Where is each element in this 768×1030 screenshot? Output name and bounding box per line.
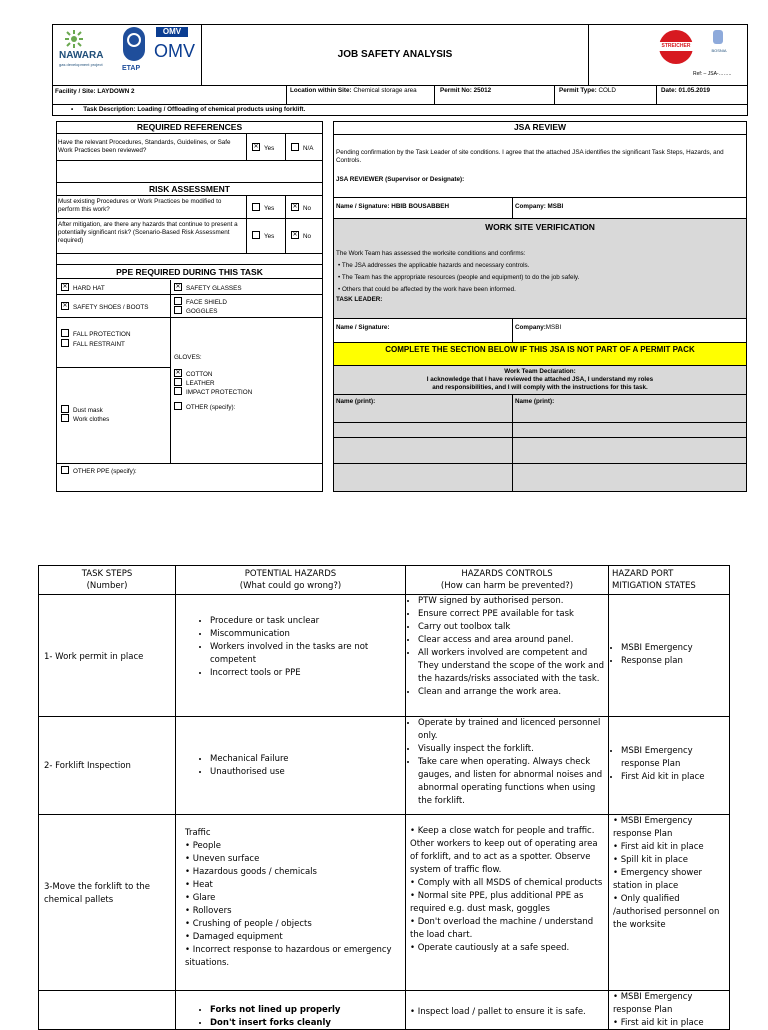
table-row-3-hazards: Traffic • People • Uneven surface • Hazardous goods / chemicals • Heat • Glare • Rollovers • Crushing of people / objects • Damaged equipment • Incorrect response to hazardous or emergency situations. (175, 814, 406, 991)
permit-type: Permit Type: COLD (554, 85, 656, 105)
table-row-4-mitigation: • MSBI Emergency response Plan • First aid kit in place (608, 990, 730, 1030)
gloves-cotton[interactable]: ✕COTTON (174, 369, 212, 379)
col-header-task-steps: TASK STEPS (Number) (38, 565, 176, 595)
table-row-1-hazards: • Procedure or task unclear • Miscommunication • Workers involved in the tasks are not competent • Incorrect tools or PPE (175, 594, 406, 717)
col-header-mitigation: HAZARD PORT MITIGATION STATES (608, 565, 730, 595)
risk-assessment-title: RISK ASSESSMENT (56, 184, 323, 196)
ppe-dust-mask[interactable]: Dust mask (61, 405, 103, 415)
verification-item: • The JSA addresses the applicable hazards and necessary controls. (338, 262, 530, 269)
verification-item: • The Team has the appropriate resources (people and equipment) to do the job safely. (338, 274, 580, 281)
reviewer-company[interactable]: Company: MSBI (515, 203, 564, 210)
location-within-site: Location within Site: Chemical storage area (286, 85, 434, 105)
permit-no: Permit No: 25012 (434, 85, 554, 105)
required-references-title: REQUIRED REFERENCES (56, 122, 323, 134)
ppe-fall-protection[interactable]: FALL PROTECTION (61, 329, 131, 339)
risk-q1-no[interactable]: ✕ No (287, 196, 323, 218)
ppe-safety-glasses[interactable]: ✕ SAFETY GLASSES (174, 283, 242, 293)
col-header-potential-hazards: POTENTIAL HAZARDS (What could go wrong?) (175, 565, 406, 595)
risk-q2-yes[interactable]: Yes (246, 219, 286, 253)
ppe-face-shield[interactable]: FACE SHIELD (174, 297, 227, 307)
etap-logo: ETAP (122, 27, 148, 77)
ppe-title: PPE REQUIRED DURING THIS TASK (56, 267, 323, 279)
jsa-review-title: JSA REVIEW (333, 122, 747, 135)
references-question: Have the relevant Procedures, Standards, Guidelines, or Safe Work Practices been reviewed? (58, 139, 231, 154)
ppe-safety-shoes[interactable]: ✕SAFETY SHOES / BOOTS (61, 302, 148, 312)
task-leader-name-signature[interactable]: Name / Signature: (336, 324, 390, 331)
gloves-leather[interactable]: LEATHER (174, 378, 215, 388)
risk-q1-yes[interactable]: Yes (246, 196, 286, 218)
table-row-3-mitigation: • MSBI Emergency response Plan • First aid kit in place • Spill kit in place • Emergency shower station in place • Only qualified /authorised personnel on the worksite (608, 814, 730, 991)
table-row-1-mitigation: • MSBI Emergency • Response plan (608, 594, 730, 717)
task-leader-label: TASK LEADER: (336, 296, 383, 303)
verification-item: • Others that could be affected by the work have been informed. (338, 286, 516, 293)
table-row-1-step: 1- Work permit in place (38, 594, 176, 717)
table-row-2-mitigation: • MSBI Emergency response Plan • First Aid kit in place (608, 716, 730, 815)
verification-intro: The Work Team has assessed the worksite conditions and confirms: (336, 250, 526, 257)
ppe-other[interactable]: OTHER PPE (specify): (61, 466, 137, 476)
table-row-1-controls: • PTW signed by authorised person. • Ensure correct PPE available for task • Carry out toolbox talk • Clear access and area around panel. • All workers involved are competent and They understand the scope of the work and the hazards/risks associated with the task. • Clean and arrange the work area. (405, 594, 609, 717)
table-row-2-controls: • Operate by trained and licenced personnel only. • Visually inspect the forklift. • Take care when operating. Always check gauges, and listen for abnormal noises and abnormal operating functions when using the forklift. (405, 716, 609, 815)
jsa-table (38, 565, 730, 1028)
risk-question-2: After mitigation, are there any hazards that continue to present a potentially significant risk? (Scenario-Based Risk Assessment required) (58, 221, 238, 244)
task-leader-company[interactable]: Company:MSBI (515, 324, 562, 331)
risk-q2-no[interactable]: ✕ No (287, 219, 323, 253)
reference: Ref: – JSA-…….. (693, 71, 732, 77)
task-description: • Task Description: Loading / Offloading of chemical products using forklift. (52, 104, 748, 116)
facility-site: Facility / Site: LAYDOWN 2 (55, 88, 135, 95)
permit-pack-notice: COMPLETE THE SECTION BELOW IF THIS JSA IS NOT PART OF A PERMIT PACK (334, 343, 746, 365)
nawara-wordmark: NAWARA (59, 50, 104, 61)
jsa-reviewer-label: JSA REVIEWER (Supervisor or Designate): (336, 176, 465, 183)
gloves-impact-protection[interactable]: IMPACT PROTECTION (174, 387, 252, 397)
table-row-4-controls: • Inspect load / pallet to ensure it is safe. (405, 990, 609, 1030)
ppe-fall-restraint[interactable]: FALL RESTRAINT (61, 339, 125, 349)
date: Date: 01.05.2019 (656, 85, 748, 105)
brand-logo-area (588, 24, 748, 86)
table-row-2-hazards: • Mechanical Failure • Unauthorised use (175, 716, 406, 815)
table-row-4-hazards: • Forks not lined up properly • Don't insert forks cleanly (175, 990, 406, 1030)
jsa-review-text: Pending confirmation by the Task Leader of site conditions. I agree that the attached JSA identifies the significant Task Steps, Hazards, and Controls. (336, 149, 724, 164)
gloves-other[interactable]: OTHER (specify): (174, 402, 235, 412)
declaration-name-print-2[interactable]: Name (print): (515, 398, 555, 405)
table-row-4-step (38, 990, 176, 1030)
ppe-gloves-label: GLOVES: (174, 354, 202, 361)
ppe-work-clothes[interactable]: Work clothes (61, 414, 109, 424)
declaration-title: Work Team Declaration: (504, 368, 576, 375)
table-row-3-controls: • Keep a close watch for people and traffic. Other workers to keep out of operating area of forklift, and to act as a spotter. Observe system of traffic flow. • Comply with all MSDS of chemical products • Normal site PPE, plus additional PPE as required e.g. dust mask, goggles • Don't overload the machine / understand the load chart. • Operate cautiously at a safe speed. (405, 814, 609, 991)
bosnia-logo: BOSNIA (703, 30, 735, 60)
reviewer-name-signature[interactable]: Name / Signature: HBIB BOUSABBEH (336, 203, 450, 210)
form-title: JOB SAFETY ANALYSIS (337, 49, 453, 60)
risk-question-1: Must existing Procedures or Work Practices be modified to perform this work? (58, 198, 222, 213)
declaration-line: and responsibilities, and I will comply with the instructions for this task. (432, 384, 648, 391)
streicher-logo: STREICHER (659, 30, 693, 64)
declaration-name-print-1[interactable]: Name (print): (336, 398, 376, 405)
logo-area (52, 24, 202, 86)
omv-logo: OMV OMV (154, 27, 196, 61)
table-row-2-step: 2- Forklift Inspection (38, 716, 176, 815)
col-header-hazards-controls: HAZARDS CONTROLS (How can harm be prevented?) (405, 565, 609, 595)
verification-title: WORK SITE VERIFICATION (485, 222, 595, 232)
references-na[interactable]: N/A (287, 134, 323, 160)
references-yes[interactable]: ✕ Yes (246, 134, 286, 160)
table-row-3-step: 3-Move the forklift to the chemical pallets (38, 814, 176, 991)
nawara-logo: NAWARA gas development project (59, 30, 103, 78)
declaration-line: I acknowledge that I have reviewed the attached JSA, I understand my roles (426, 376, 654, 383)
ppe-hard-hat[interactable]: ✕HARD HAT (61, 283, 105, 293)
ppe-goggles[interactable]: GOGGLES (174, 306, 218, 316)
